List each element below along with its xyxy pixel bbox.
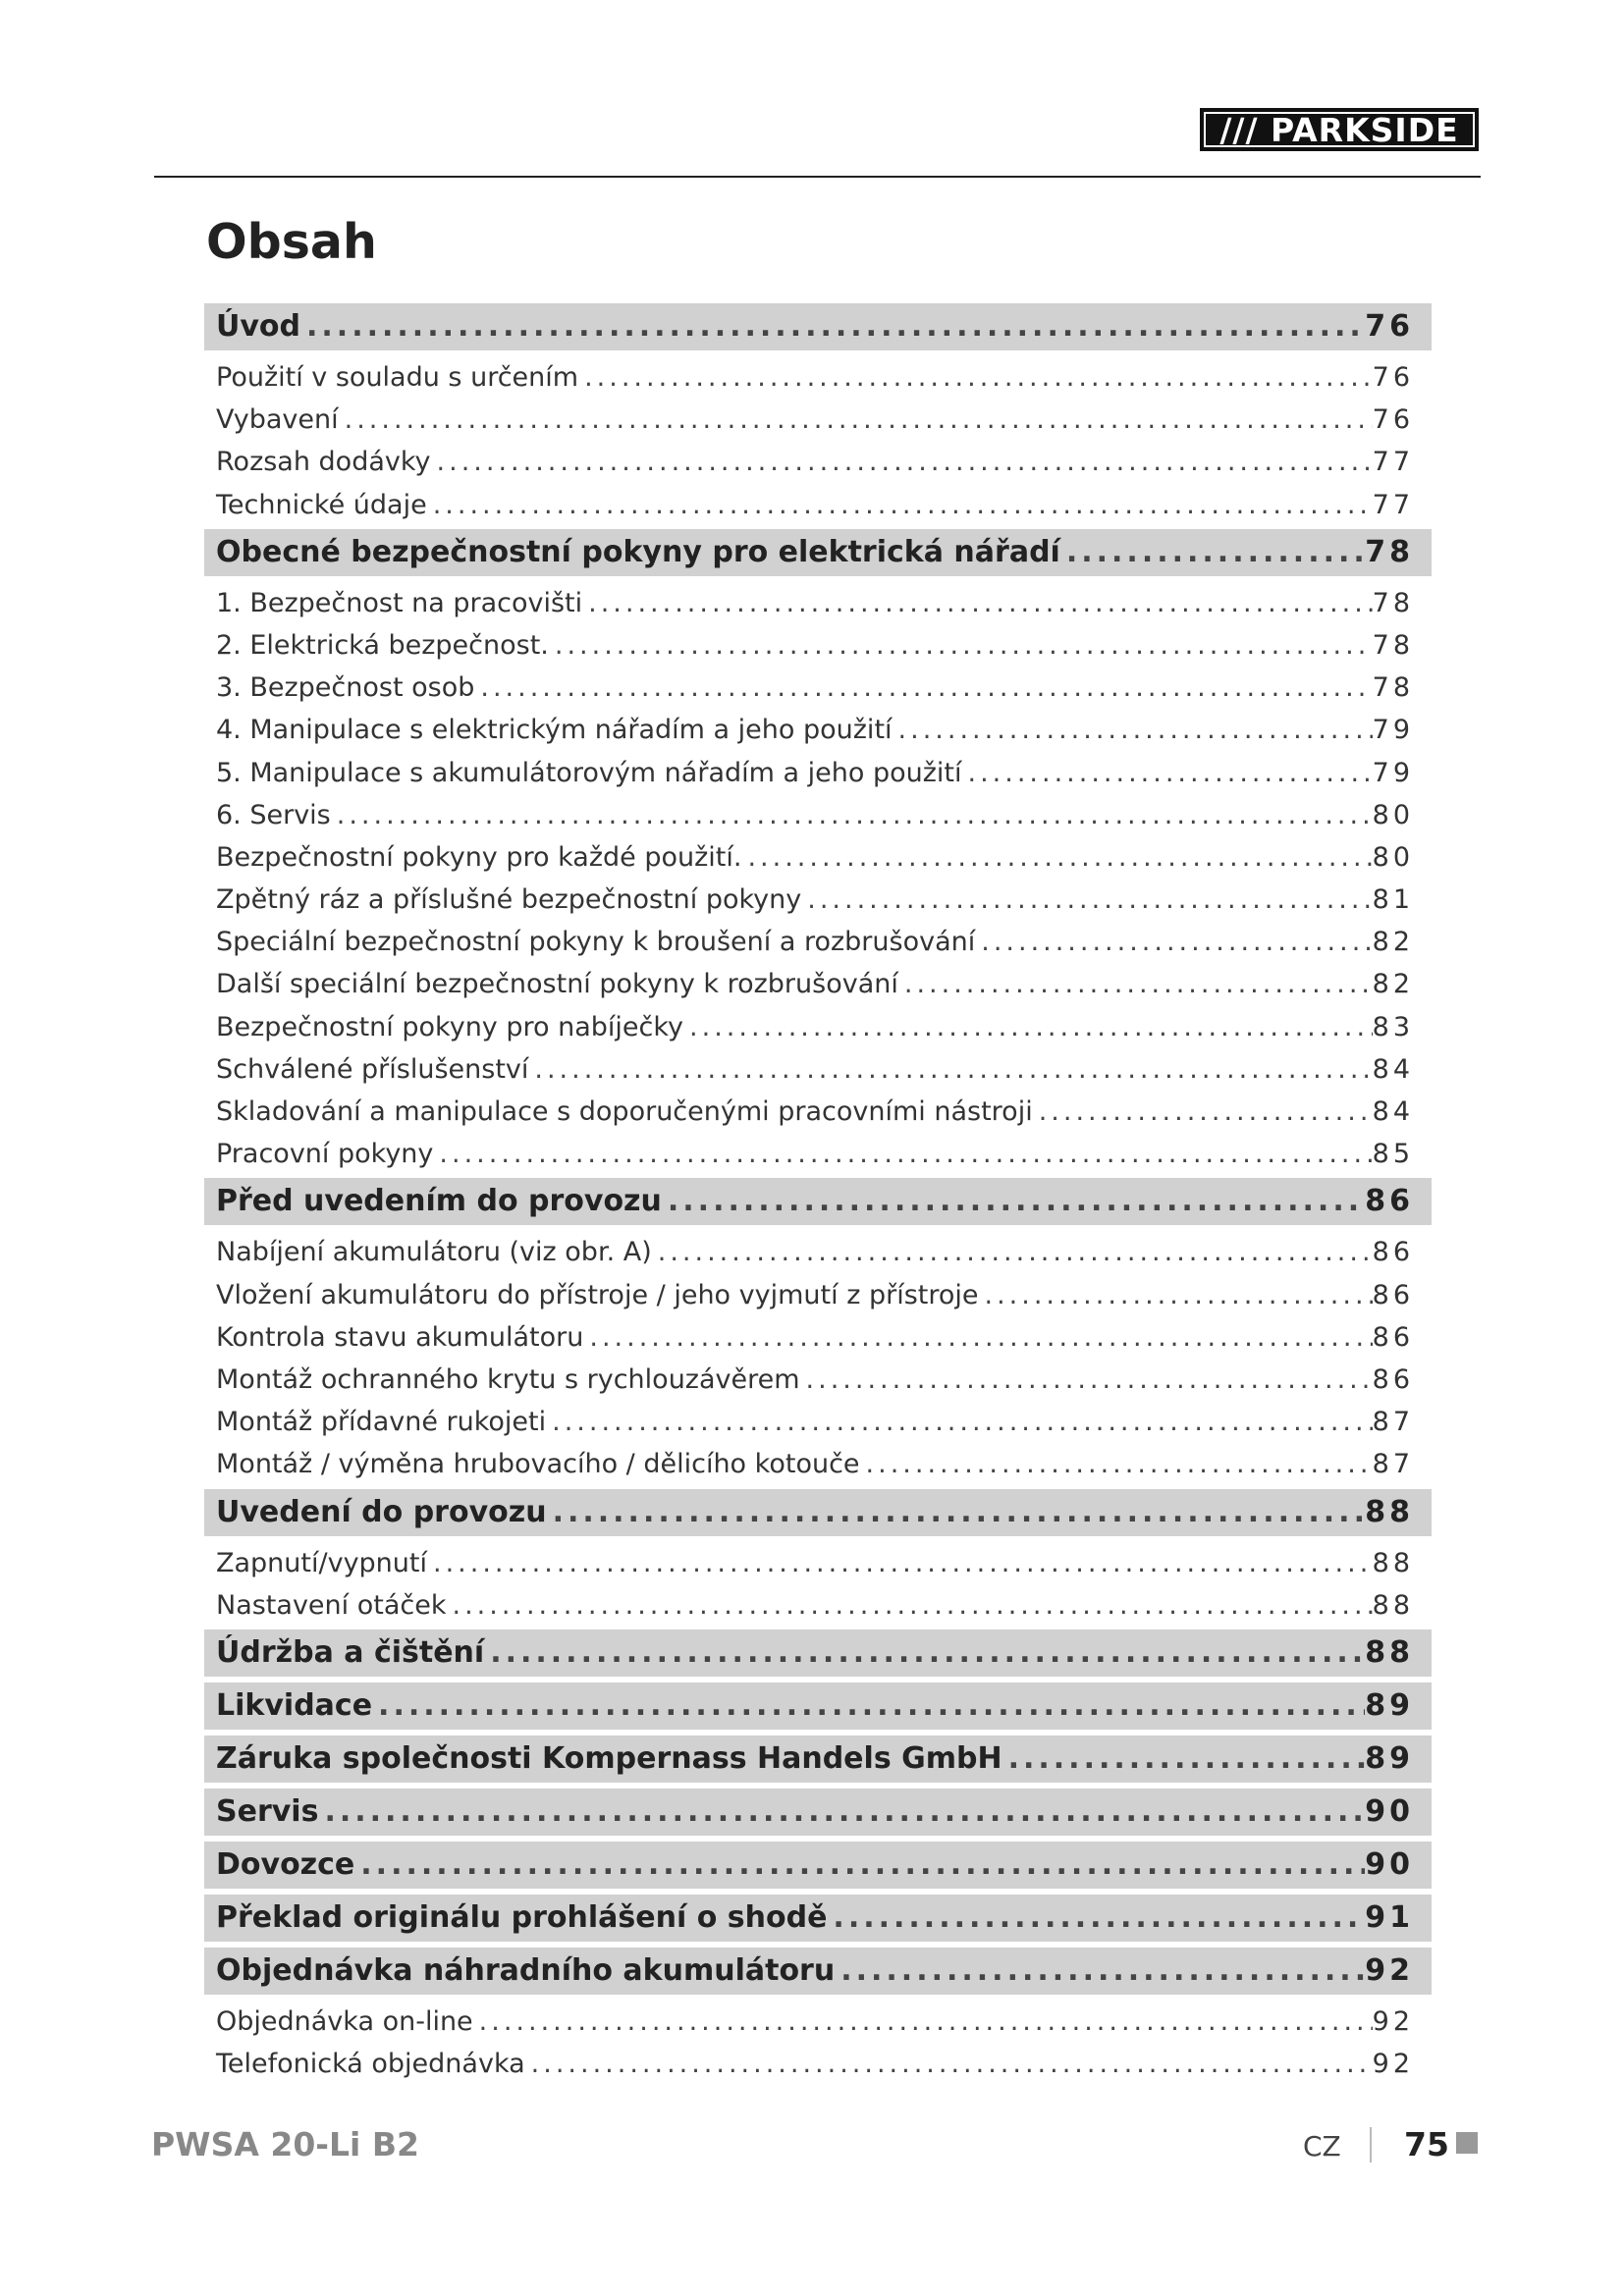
- toc-section-heading[interactable]: [204, 1948, 1432, 1995]
- toc-entry[interactable]: [204, 1091, 1432, 1133]
- dot-leader: [860, 1443, 1373, 1485]
- toc-entry[interactable]: [204, 1401, 1432, 1443]
- toc-page-number: 77: [1372, 447, 1414, 478]
- toc-entry-title: Telefonická objednávka: [216, 2049, 525, 2080]
- dot-leader: [300, 303, 1365, 350]
- toc-page-number: 92: [1372, 2005, 1414, 2037]
- dot-leader: [893, 709, 1373, 751]
- toc-entry-title: Montáž / výměna hrubovacího / dělicího kotouče: [216, 1449, 860, 1480]
- toc-entry[interactable]: [204, 1542, 1432, 1584]
- dot-leader: [898, 963, 1373, 1005]
- toc-section-heading[interactable]: [204, 1489, 1432, 1536]
- toc-entry-title: Speciální bezpečnostní pokyny k broušení a rozbrušování: [216, 927, 976, 958]
- toc-entry-title: Nabíjení akumulátoru (viz obr. A): [216, 1237, 652, 1268]
- toc-entry[interactable]: [204, 441, 1432, 483]
- toc-page-number: 88: [1365, 1494, 1414, 1529]
- dot-leader: [318, 1789, 1365, 1836]
- toc-entry[interactable]: [204, 1359, 1432, 1401]
- dot-leader: [1002, 1735, 1366, 1783]
- toc-entry[interactable]: [204, 1584, 1432, 1627]
- toc-entry[interactable]: [204, 879, 1432, 921]
- toc-entry-title: Schválené příslušenství: [216, 1053, 529, 1085]
- toc-entry-title: Obecné bezpečnostní pokyny pro elektrická nářadí: [216, 534, 1060, 569]
- toc-entry[interactable]: [204, 484, 1432, 526]
- toc-page-number: 89: [1365, 1687, 1414, 1723]
- toc-section-heading[interactable]: [204, 529, 1432, 576]
- toc-section-heading[interactable]: [204, 1178, 1432, 1225]
- table-of-contents: [204, 300, 1432, 2085]
- toc-entry-title: Uvedení do provozu: [216, 1494, 547, 1529]
- dot-leader: [578, 356, 1373, 399]
- toc-page-number: 78: [1372, 629, 1414, 661]
- toc-section-heading[interactable]: [204, 1842, 1432, 1889]
- toc-page-number: 76: [1372, 362, 1414, 393]
- toc-page-number: 79: [1372, 757, 1414, 788]
- toc-entry-title: Před uvedením do provozu: [216, 1184, 662, 1219]
- toc-page-number: 82: [1372, 927, 1414, 958]
- toc-entry[interactable]: [204, 2043, 1432, 2085]
- toc-entry-title: Další speciální bezpečnostní pokyny k rozbrušování: [216, 969, 898, 1000]
- toc-page-number: 84: [1372, 1096, 1414, 1127]
- toc-entry-title: Údržba a čištění: [216, 1634, 485, 1670]
- toc-entry-title: Zpětný ráz a příslušné bezpečnostní pokyny: [216, 884, 802, 916]
- dot-leader: [662, 1178, 1365, 1225]
- dot-leader: [473, 2001, 1373, 2043]
- toc-entry[interactable]: [204, 582, 1432, 624]
- toc-entry-title: Vybavení: [216, 404, 339, 436]
- dot-leader: [827, 1895, 1365, 1942]
- toc-page-number: 80: [1372, 799, 1414, 830]
- toc-page-number: 84: [1372, 1053, 1414, 1085]
- toc-section-heading[interactable]: [204, 1895, 1432, 1942]
- toc-entry-title: Bezpečnostní pokyny pro nabíječky: [216, 1011, 684, 1042]
- toc-entry[interactable]: [204, 1443, 1432, 1485]
- dot-leader: [741, 836, 1372, 879]
- dot-leader: [683, 1006, 1373, 1048]
- toc-page-number: 77: [1372, 489, 1414, 520]
- toc-entry-title: Kontrola stavu akumulátoru: [216, 1321, 584, 1353]
- toc-page-number: 80: [1372, 841, 1414, 873]
- dot-leader: [427, 484, 1373, 526]
- toc-page-number: 89: [1365, 1740, 1414, 1776]
- dot-leader: [800, 1359, 1373, 1401]
- toc-entry-title: 2. Elektrická bezpečnost.: [216, 629, 549, 661]
- toc-section-heading[interactable]: [204, 1789, 1432, 1836]
- toc-entry[interactable]: [204, 1231, 1432, 1273]
- toc-section-heading[interactable]: [204, 303, 1432, 350]
- toc-entry[interactable]: [204, 667, 1432, 709]
- dot-leader: [652, 1231, 1373, 1273]
- dot-leader: [962, 752, 1373, 794]
- toc-page-number: 88: [1372, 1589, 1414, 1621]
- toc-page-number: 90: [1365, 1846, 1414, 1882]
- toc-entry[interactable]: [204, 836, 1432, 879]
- toc-entry[interactable]: [204, 399, 1432, 441]
- toc-entry[interactable]: [204, 2001, 1432, 2043]
- toc-entry-title: Objednávka on-line: [216, 2005, 473, 2037]
- toc-page-number: 87: [1372, 1407, 1414, 1438]
- dot-leader: [979, 1274, 1373, 1316]
- toc-page-number: 86: [1365, 1184, 1414, 1219]
- toc-entry-title: Technické údaje: [216, 489, 427, 520]
- toc-entry-title: Likvidace: [216, 1687, 373, 1723]
- footer-model: PWSA 20-Li B2: [151, 2125, 419, 2163]
- toc-entry-title: 6. Servis: [216, 799, 331, 830]
- dot-leader: [1060, 529, 1365, 576]
- toc-entry-title: Servis: [216, 1793, 319, 1829]
- dot-leader: [331, 794, 1373, 836]
- dot-leader: [474, 667, 1372, 709]
- toc-entry-title: Montáž ochranného krytu s rychlouzávěrem: [216, 1363, 800, 1395]
- toc-entry-title: Objednávka náhradního akumulátoru: [216, 1952, 836, 1988]
- toc-entry[interactable]: [204, 1316, 1432, 1359]
- toc-page-number: 76: [1365, 309, 1414, 344]
- toc-page-number: 78: [1365, 534, 1414, 569]
- toc-entry[interactable]: [204, 709, 1432, 751]
- dot-leader: [583, 1316, 1372, 1359]
- toc-page-number: 78: [1372, 672, 1414, 704]
- toc-entry[interactable]: [204, 356, 1432, 399]
- footer-marker: [1456, 2132, 1478, 2154]
- toc-entry[interactable]: [204, 794, 1432, 836]
- toc-entry[interactable]: [204, 752, 1432, 794]
- toc-section-heading[interactable]: [204, 1735, 1432, 1783]
- toc-entry[interactable]: [204, 1133, 1432, 1175]
- toc-entry[interactable]: [204, 1006, 1432, 1048]
- toc-entry-title: Skladování a manipulace s doporučenými pracovními nástroji: [216, 1096, 1033, 1127]
- toc-page-number: 86: [1372, 1321, 1414, 1353]
- toc-entry-title: Rozsah dodávky: [216, 447, 431, 478]
- toc-page-number: 92: [1372, 2049, 1414, 2080]
- dot-leader: [433, 1133, 1372, 1175]
- toc-page-number: 81: [1372, 884, 1414, 916]
- toc-page-number: 90: [1365, 1793, 1414, 1829]
- toc-page-number: 91: [1365, 1899, 1414, 1935]
- toc-entry-title: 4. Manipulace s elektrickým nářadím a jeho použití: [216, 715, 893, 746]
- page-title: Obsah: [206, 214, 377, 270]
- toc-entry-title: Pracovní pokyny: [216, 1139, 434, 1170]
- toc-page-number: 85: [1372, 1139, 1414, 1170]
- toc-page-number: 92: [1365, 1952, 1414, 1988]
- header-rule: [154, 176, 1481, 178]
- toc-entry-title: Vložení akumulátoru do přístroje / jeho vyjmutí z přístroje: [216, 1279, 979, 1310]
- footer-language: CZ: [1303, 2130, 1341, 2163]
- toc-page-number: 87: [1372, 1449, 1414, 1480]
- toc-entry-title: 1. Bezpečnost na pracovišti: [216, 587, 583, 618]
- dot-leader: [484, 1629, 1365, 1677]
- dot-leader: [528, 1048, 1372, 1091]
- toc-entry-title: 5. Manipulace s akumulátorovým nářadím a jeho použití: [216, 757, 962, 788]
- toc-page-number: 86: [1372, 1279, 1414, 1310]
- dot-leader: [835, 1948, 1365, 1995]
- toc-entry[interactable]: [204, 921, 1432, 963]
- toc-entry-title: Záruka společnosti Kompernass Handels GmbH: [216, 1740, 1002, 1776]
- dot-leader: [446, 1584, 1372, 1627]
- toc-entry-title: Použití v souladu s určením: [216, 362, 579, 393]
- footer-separator: [1370, 2127, 1372, 2163]
- dot-leader: [801, 879, 1372, 921]
- toc-page-number: 79: [1372, 715, 1414, 746]
- dot-leader: [525, 2043, 1373, 2085]
- toc-page-number: 76: [1372, 404, 1414, 436]
- toc-page-number: 88: [1365, 1634, 1414, 1670]
- dot-leader: [354, 1842, 1365, 1889]
- toc-entry-title: Nastavení otáček: [216, 1589, 447, 1621]
- toc-page-number: 78: [1372, 587, 1414, 618]
- parkside-logo: /// PARKSIDE: [1200, 108, 1479, 151]
- dot-leader: [547, 1489, 1366, 1536]
- toc-entry-title: Montáž přídavné rukojeti: [216, 1407, 547, 1438]
- toc-section-heading[interactable]: [204, 1629, 1432, 1677]
- toc-entry[interactable]: [204, 624, 1432, 667]
- dot-leader: [427, 1542, 1373, 1584]
- toc-entry[interactable]: [204, 963, 1432, 1005]
- dot-leader: [546, 1401, 1373, 1443]
- toc-section-heading[interactable]: [204, 1682, 1432, 1730]
- toc-page-number: 82: [1372, 969, 1414, 1000]
- dot-leader: [339, 399, 1373, 441]
- toc-entry-title: Dovozce: [216, 1846, 355, 1882]
- dot-leader: [582, 582, 1373, 624]
- toc-entry-title: Překlad originálu prohlášení o shodě: [216, 1899, 828, 1935]
- toc-entry-title: 3. Bezpečnost osob: [216, 672, 475, 704]
- toc-entry[interactable]: [204, 1274, 1432, 1316]
- toc-entry-title: Bezpečnostní pokyny pro každé použití.: [216, 841, 742, 873]
- toc-page-number: 88: [1372, 1547, 1414, 1578]
- toc-entry[interactable]: [204, 1048, 1432, 1091]
- dot-leader: [549, 624, 1373, 667]
- dot-leader: [1033, 1091, 1373, 1133]
- footer-page-number: 75: [1404, 2125, 1449, 2163]
- toc-entry-title: Zapnutí/vypnutí: [216, 1547, 427, 1578]
- toc-page-number: 86: [1372, 1363, 1414, 1395]
- toc-entry-title: Úvod: [216, 309, 301, 344]
- dot-leader: [372, 1682, 1365, 1730]
- toc-page-number: 83: [1372, 1011, 1414, 1042]
- toc-page-number: 86: [1372, 1237, 1414, 1268]
- dot-leader: [975, 921, 1372, 963]
- dot-leader: [431, 441, 1373, 483]
